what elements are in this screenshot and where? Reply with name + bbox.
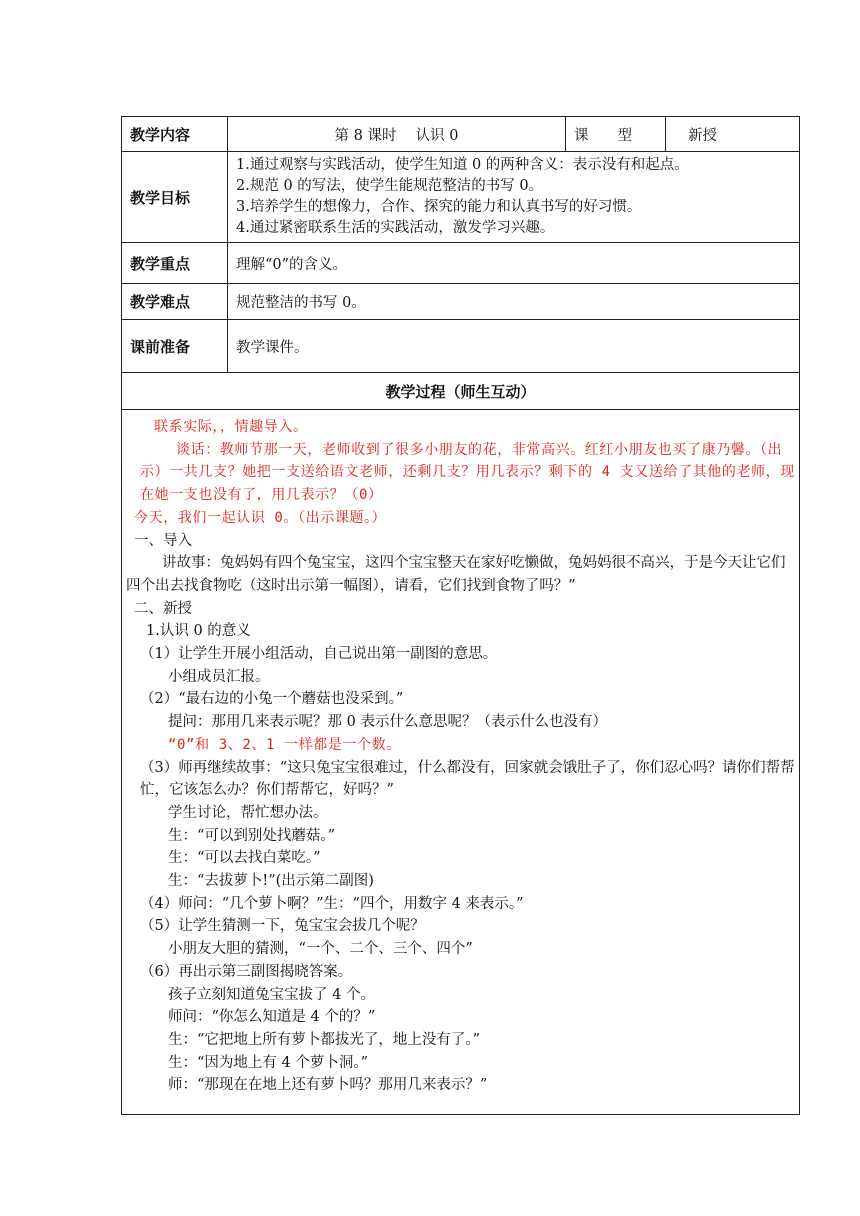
process-line: 生：“可以去找白菜吃。” <box>168 850 321 867</box>
type-label: 课 型 <box>566 117 666 152</box>
row-prep <box>122 320 800 373</box>
difficulty-value: 规范整洁的书写 0。 <box>228 284 800 320</box>
key-label: 教学重点 <box>122 243 228 284</box>
process-line: （6）再出示第三副图揭晓答案。 <box>140 963 353 980</box>
process-line: 讲故事：兔妈妈有四个兔宝宝，这四个宝宝整天在家好吃懒做，兔妈妈很不高兴，于是今天让它们四个出去找食物吃（这时出示第一幅图），请看，它们找到食物了吗？” <box>126 555 786 594</box>
row-process-body <box>122 410 800 1115</box>
process-body <box>122 410 800 1115</box>
key-value: 理解“0”的含义。 <box>228 243 800 284</box>
type-value: 新授 <box>666 117 800 152</box>
process-line: （5）让学生猜测一下，兔宝宝会拔几个呢？ <box>140 918 425 935</box>
process-line: （1）让学生开展小组活动，自己说出第一副图的意思。 <box>140 646 498 663</box>
prep-value: 教学课件。 <box>228 320 800 373</box>
process-line: 师：“那现在在地上还有萝卜吗？那用几来表示？” <box>168 1077 488 1094</box>
process-line: 生：“去拔萝卜!”(出示第二副图) <box>168 873 374 890</box>
prep-label: 课前准备 <box>122 320 228 373</box>
process-line: 联系实际，，情趣导入。 <box>154 419 308 435</box>
process-line: 一、导入 <box>134 532 192 549</box>
process-title: 教学过程（师生互动） <box>122 373 800 410</box>
process-line: “0”和 3、2、1 一样都是一个数。 <box>168 736 401 753</box>
process-line: 小组成员汇报。 <box>168 668 270 685</box>
process-line: 师问：“你怎么知道是 4 个的？” <box>168 1009 376 1026</box>
process-line: 二、新授 <box>134 600 192 617</box>
process-line: 1.认识 0 的意义 <box>146 623 251 640</box>
process-line: （3）师再继续故事：“这只兔宝宝很难过，什么都没有，回家就会饿肚子了，你们忍心吗？请你们帮帮忙，它该怎么办？你们帮帮它，好吗？” <box>140 759 795 799</box>
content-label: 教学内容 <box>122 117 228 152</box>
goal-item: 1.通过观察与实践活动，使学生知道 0 的两种含义：表示没有和起点。 <box>236 157 689 173</box>
process-line: 生：“它把地上所有萝卜都拔光了，地上没有了。” <box>168 1031 481 1048</box>
process-line: （2）“最右边的小兔一个蘑菇也没采到。” <box>140 691 404 708</box>
goal-item: 2.规范 0 的写法，使学生能规范整洁的书写 0。 <box>236 178 544 194</box>
process-line: 提问：那用几来表示呢？那 0 表示什么意思呢？（表示什么也没有） <box>168 714 607 731</box>
process-line: 学生讨论，帮忙想办法。 <box>168 804 328 821</box>
goal-label: 教学目标 <box>122 152 228 243</box>
goal-item: 4.通过紧密联系生活的实践活动，激发学习兴趣。 <box>236 220 555 236</box>
goal-list <box>228 152 800 243</box>
process-line: 小朋友大胆的猜测，“一个、二个、三个、四个” <box>168 941 473 958</box>
process-line: （4）师问：“几个萝卜啊？”生：“四个，用数字 4 来表示。” <box>140 895 524 912</box>
process-line: 生：“因为地上有 4 个萝卜洞。” <box>168 1054 369 1071</box>
lesson-plan-table <box>121 116 800 1115</box>
process-line: 生：“可以到别处找蘑菇。” <box>168 827 336 844</box>
process-line: 今天，我们一起认识 0。（出示课题。） <box>134 509 387 526</box>
row-key <box>122 243 800 284</box>
goal-item: 3.培养学生的想像力，合作、探究的能力和认真书写的好习惯。 <box>236 199 642 215</box>
row-goals <box>122 152 800 243</box>
difficulty-label: 教学难点 <box>122 284 228 320</box>
row-difficulty <box>122 284 800 320</box>
row-process-title <box>122 373 800 410</box>
content-value: 第 8 课时 认识 0 <box>228 117 566 152</box>
process-line: 谈话：教师节那一天，老师收到了很多小朋友的花，非常高兴。红红小朋友也买了康乃馨。（出示）一共几支？她把一支送给语文老师，还剩几支？用几表示？剩下的 4 支又送给了其他的老师，现在她一支也没有了，用几表示？（0） <box>140 441 795 504</box>
row-content <box>122 117 800 152</box>
process-line: 孩子立刻知道兔宝宝拔了 4 个。 <box>168 986 375 1003</box>
